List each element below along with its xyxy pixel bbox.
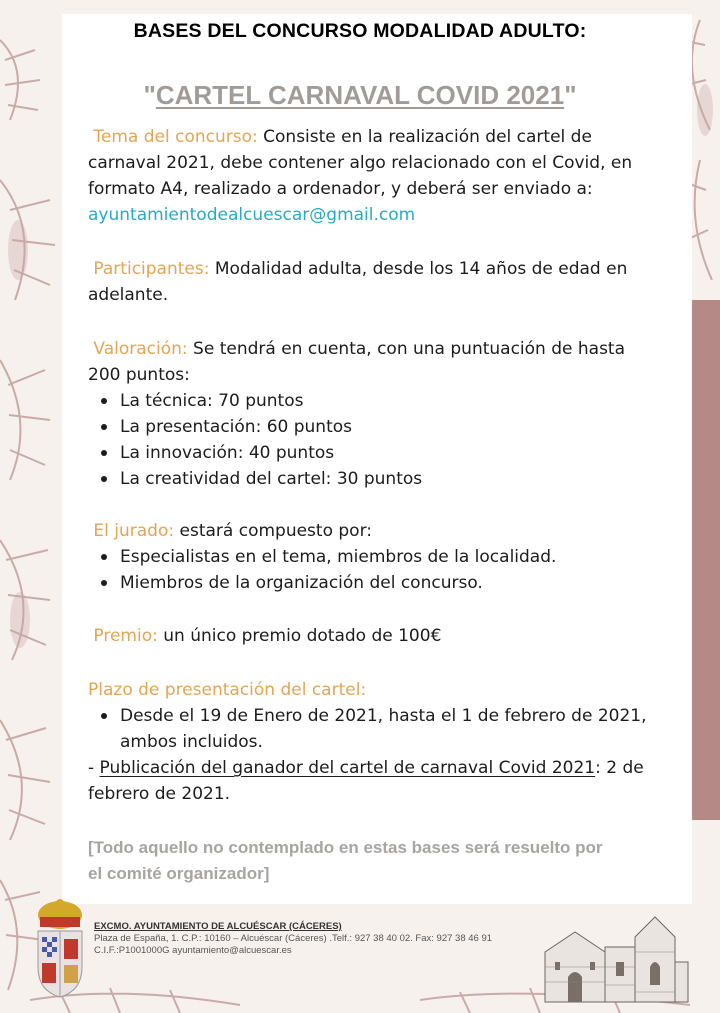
premio-text: un único premio dotado de 100€: [157, 626, 442, 646]
publicacion-dash: -: [88, 758, 100, 778]
address-line: Plaza de España, 1. C.P.: 10160 – Alcuéscar (Cáceres) .Telf.: 927 38 40 02. Fax: 927 38 46 91: [94, 933, 493, 944]
document-title: BASES DEL CONCURSO MODALIDAD ADULTO:: [133, 20, 587, 42]
participantes-text: Modalidad adulta, desde los 14 años de edad en adelante.: [88, 259, 628, 305]
cif-email-line: C.I.F.:P1001000G ayuntamiento@alcuescar.es: [94, 945, 292, 956]
quote-close: ": [564, 80, 577, 110]
poster-title-text: CARTEL CARNAVAL COVID 2021: [155, 80, 565, 110]
letterhead-text: [94, 921, 492, 957]
list-item: Miembros de la organización del concurso.: [88, 570, 658, 596]
list-item: La creatividad del cartel: 30 puntos: [88, 466, 658, 492]
jurado-text: estará compuesto por:: [174, 521, 372, 541]
valoracion-text: Se tendrá en cuenta, con una puntuación de hasta 200 puntos:: [88, 339, 626, 385]
coat-of-arms-icon: [30, 895, 90, 1000]
section-jurado: [88, 518, 658, 596]
list-item: La presentación: 60 puntos: [88, 414, 658, 440]
valoracion-list: [88, 388, 658, 492]
jurado-list: [88, 544, 658, 596]
church-illustration-icon: [540, 907, 690, 1007]
quote-open: ": [143, 80, 156, 110]
premio-label: Premio:: [93, 626, 158, 646]
section-participantes: [88, 256, 658, 308]
section-valoracion: [88, 336, 658, 492]
publicacion-underlined: Publicación del ganador del cartel de carnaval Covid 2021: [99, 758, 596, 778]
section-plazo: [88, 677, 658, 807]
letterhead-footer: [0, 895, 720, 1013]
poster-title: [0, 80, 720, 111]
section-premio: [88, 623, 658, 649]
closing-note: [Todo aquello no contemplado en estas bases será resuelto por el comité organizador]: [88, 838, 603, 883]
tema-label: Tema del concurso:: [93, 127, 258, 147]
organization-name: EXCMO. AYUNTAMIENTO DE ALCUÉSCAR (CÁCERES): [94, 921, 342, 932]
list-item: Especialistas en el tema, miembros de la localidad.: [88, 544, 658, 570]
tema-text: Consiste en la realización del cartel de carnaval 2021, debe contener algo relacionado con el Covid, en formato A4, realizado a ordenador, y deberá ser enviado a:: [88, 127, 633, 199]
list-item: La innovación: 40 puntos: [88, 440, 658, 466]
publicacion-line: [88, 755, 658, 807]
plazo-list: [88, 703, 658, 755]
publicacion-text: : 2 de febrero de 2021.: [88, 758, 644, 804]
valoracion-label: Valoración:: [93, 339, 188, 359]
plazo-label: Plazo de presentación del cartel:: [88, 680, 367, 700]
jurado-label: El jurado:: [93, 521, 175, 541]
section-tema: [88, 124, 658, 228]
contact-email[interactable]: ayuntamientodealcuescar@gmail.com: [88, 205, 416, 225]
list-item: La técnica: 70 puntos: [88, 388, 658, 414]
participantes-label: Participantes:: [93, 259, 210, 279]
list-item: Desde el 19 de Enero de 2021, hasta el 1 de febrero de 2021, ambos incluidos.: [88, 703, 658, 755]
